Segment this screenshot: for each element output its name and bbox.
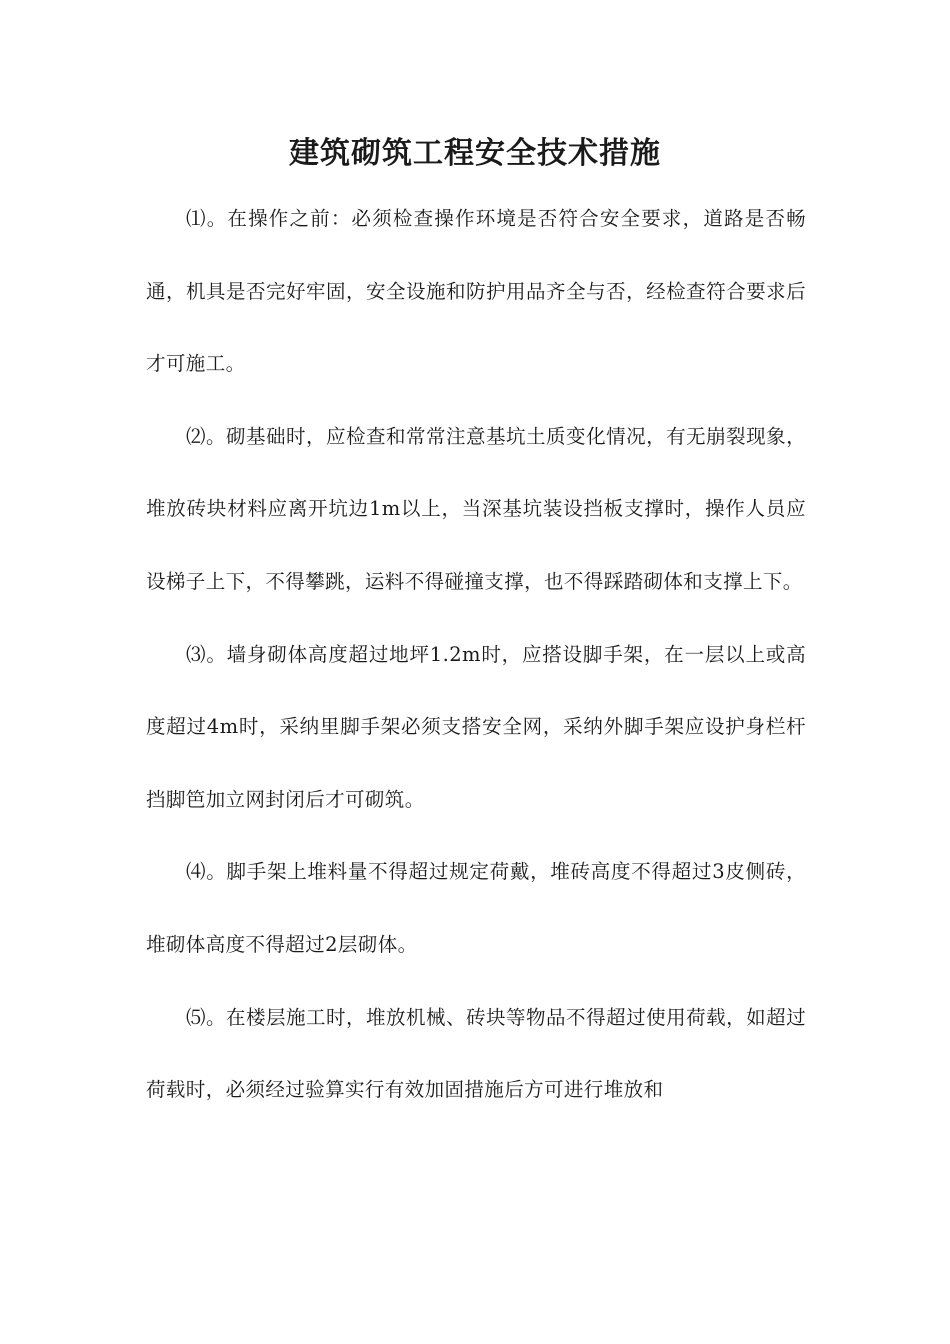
paragraph-4: ⑷。脚手架上堆料量不得超过规定荷戴，堆砖高度不得超过3皮侧砖，堆砌体高度不得超过2层砌体。 (146, 860, 806, 956)
paragraph-5: ⑸。在楼层施工时，堆放机械、砖块等物品不得超过使用荷载，如超过荷载时，必须经过验算实行有效加固措施后方可进行堆放和 (146, 1005, 806, 1102)
document-title: 建筑砌筑工程安全技术措施 (289, 136, 661, 171)
paragraph-2: ⑵。砌基础时，应检查和常常注意基坑土质变化情况，有无崩裂现象，堆放砖块材料应离开坑边1m以上，当深基坑装设挡板支撑时，操作人员应设梯子上下，不得攀跳，运料不得碰撞支撑，也不得踩踏砌体和支撑上下。 (146, 424, 806, 593)
paragraph-1: ⑴。在操作之前：必须检查操作环境是否符合安全要求，道路是否畅通，机具是否完好牢固，安全设施和防护用品齐全与否，经检查符合要求后才可施工。 (146, 207, 806, 376)
paragraph-3: ⑶。墙身砌体高度超过地坪1.2m时，应搭设脚手架，在一层以上或高度超过4m时，采纳里脚手架必须支搭安全网，采纳外脚手架应设护身栏杆挡脚笆加立网封闭后才可砌筑。 (146, 642, 806, 811)
document-body (146, 183, 806, 1127)
